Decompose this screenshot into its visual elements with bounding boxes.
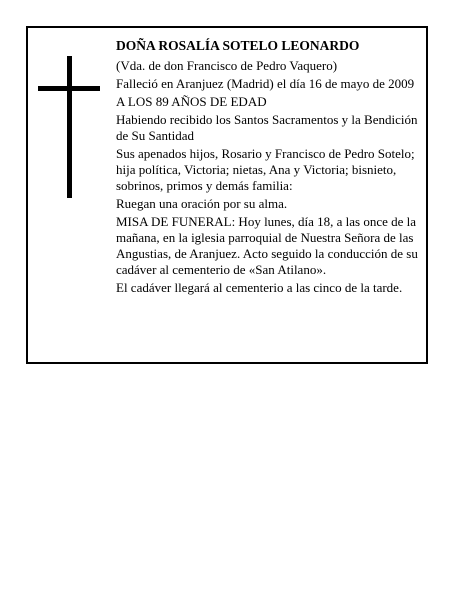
sacraments-line: Habiendo recibido los Santos Sacramentos y la Bendición de Su Santidad [116,112,418,143]
cross-horizontal-bar [38,86,100,91]
deceased-name: DOÑA ROSALÍA SOTELO LEONARDO [116,38,360,53]
age-line: A LOS 89 AÑOS DE EDAD [116,94,267,109]
family-line: Sus apenados hijos, Rosario y Francisco de Pedro Sotelo; hija política, Victoria; nietas, Ana y Victoria; bisnieto, sobrinos, primos y demás familia: [116,146,415,193]
obituary-notice [26,26,428,364]
death-info: Falleció en Aranjuez (Madrid) el día 16 de mayo de 2009 [116,76,415,91]
funeral-mass-line: MISA DE FUNERAL: Hoy lunes, día 18, a las once de la mañana, en la iglesia parroquial de Nuestra Señora de las Angustias, de Aranjuez. Acto seguido la conducción de su cadáver al cementerio de «San Atilano». [116,214,418,277]
widow-of-line: (Vda. de don Francisco de Pedro Vaquero) [116,58,338,73]
arrival-line: El cadáver llegará al cementerio a las cinco de la tarde. [116,280,403,295]
cross-vertical-bar [67,56,72,198]
notice-body [116,38,424,298]
prayer-line: Ruegan una oración por su alma. [116,196,288,211]
